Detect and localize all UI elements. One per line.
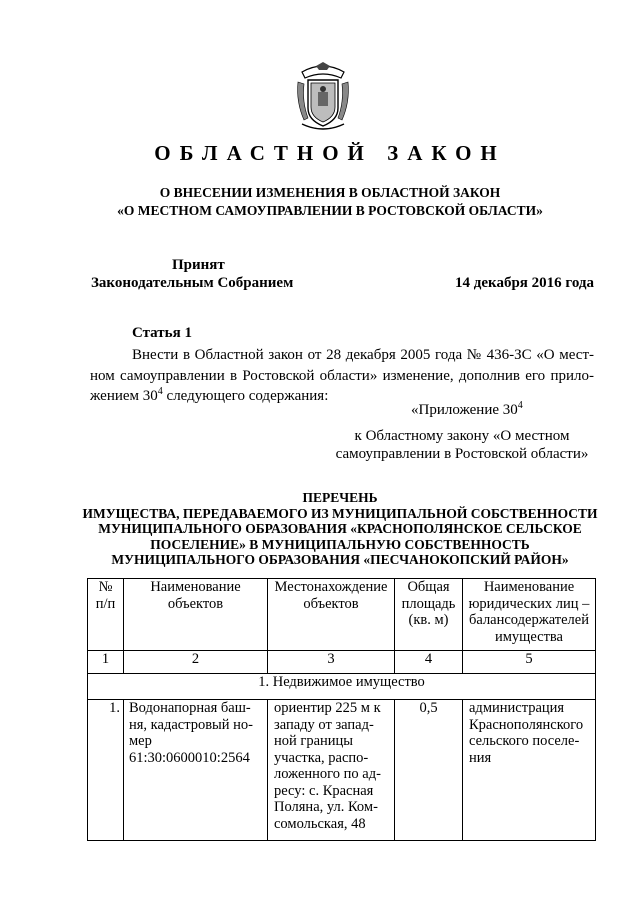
cell-line: ложенного по ад- bbox=[274, 766, 381, 782]
object-area: 0,5 bbox=[395, 700, 463, 841]
column-number: 4 bbox=[395, 651, 463, 674]
cell-line: ресу: с. Красная bbox=[274, 782, 374, 799]
article-heading: Статья 1 bbox=[132, 325, 192, 341]
section-row bbox=[88, 674, 596, 700]
appendix-heading bbox=[411, 402, 523, 419]
header-num bbox=[88, 579, 124, 651]
cell-line: администрация bbox=[469, 700, 565, 716]
adoption-label: Принят bbox=[172, 257, 225, 273]
object-location bbox=[268, 700, 395, 841]
cell-line: Поляна, ул. Ком- bbox=[274, 799, 378, 815]
article-text bbox=[90, 345, 594, 407]
article-line-text: жением 30 bbox=[90, 388, 158, 404]
cell-line: ня, кадастровый но- bbox=[129, 716, 254, 733]
column-number: 2 bbox=[124, 651, 268, 674]
column-number: 5 bbox=[463, 651, 596, 674]
article-line: Внести в Областной закон от 28 декабря 2005 года № 436-ЗС «О мест- bbox=[132, 347, 594, 363]
subtitle-line: «О МЕСТНОМ САМОУПРАВЛЕНИИ В РОСТОВСКОЙ ОБЛАСТИ» bbox=[117, 203, 543, 218]
cell-line: сомольская, 48 bbox=[274, 815, 366, 832]
article-line: ном самоуправлении в Ростовской области» изменение, дополнив его прило- bbox=[90, 367, 594, 384]
list-title bbox=[60, 490, 620, 568]
superscript: 4 bbox=[517, 400, 523, 411]
header-line: юридических лиц – bbox=[468, 595, 590, 612]
header-line: балансодержателей bbox=[469, 612, 589, 628]
header-line: Местонахождение bbox=[274, 579, 388, 595]
header-line: Общая bbox=[407, 579, 450, 595]
header-line: объектов bbox=[303, 595, 359, 612]
column-number: 1 bbox=[88, 651, 124, 674]
section-title: 1. Недвижимое имущество bbox=[88, 674, 596, 700]
header-line: (кв. м) bbox=[408, 612, 449, 628]
cell-line: ориентир 225 м к bbox=[274, 700, 381, 716]
superscript: 4 bbox=[157, 386, 163, 397]
cell-line: участка, распо- bbox=[274, 749, 369, 766]
row-number: 1. bbox=[88, 700, 124, 841]
coat-of-arms-icon bbox=[294, 62, 352, 134]
adoption-body: Законодательным Собранием bbox=[91, 275, 294, 291]
cell-line: сельского поселе- bbox=[469, 733, 580, 749]
header-line: Наименование bbox=[150, 579, 241, 595]
header-name bbox=[124, 579, 268, 651]
header-line: п/п bbox=[95, 595, 116, 612]
cell-line: ной границы bbox=[274, 733, 354, 749]
list-title-line: ПОСЕЛЕНИЕ» В МУНИЦИПАЛЬНУЮ СОБСТВЕННОСТЬ bbox=[150, 536, 530, 552]
header-line: Наименование bbox=[483, 579, 575, 595]
appendix-line: к Областному закону «О местном bbox=[354, 428, 570, 444]
appendix-subheading bbox=[330, 427, 594, 463]
header-area bbox=[395, 579, 463, 651]
subtitle-line: О ВНЕСЕНИИ ИЗМЕНЕНИЯ В ОБЛАСТНОЙ ЗАКОН bbox=[159, 185, 501, 200]
adoption-date: 14 декабря 2016 года bbox=[455, 275, 594, 291]
header-line: имущества bbox=[494, 628, 563, 645]
cell-line: ния bbox=[469, 749, 492, 766]
column-number-row bbox=[88, 651, 596, 674]
cell-line: западу от запад- bbox=[274, 716, 374, 733]
header-owner bbox=[463, 579, 596, 651]
list-title-line: МУНИЦИПАЛЬНОГО ОБРАЗОВАНИЯ «КРАСНОПОЛЯНСКОЕ СЕЛЬСКОЕ bbox=[98, 521, 582, 536]
cell-line: 61:30:0600010:2564 bbox=[129, 749, 250, 766]
list-title-line: ПЕРЕЧЕНЬ bbox=[302, 490, 378, 505]
header-location bbox=[268, 579, 395, 651]
object-name bbox=[124, 700, 268, 841]
cell-line: Краснополянского bbox=[469, 716, 584, 733]
cell-line: мер bbox=[129, 733, 152, 749]
list-title-line: МУНИЦИПАЛЬНОГО ОБРАЗОВАНИЯ «ПЕСЧАНОКОПСКИЙ РАЙОН» bbox=[111, 552, 569, 567]
object-owner bbox=[463, 700, 596, 841]
appendix-line: самоуправлении в Ростовской области» bbox=[335, 446, 589, 462]
law-title: ОБЛАСТНОЙ ЗАКОН bbox=[154, 141, 506, 165]
article-line-text: следующего содержания: bbox=[162, 388, 329, 404]
appendix-heading-text: «Приложение 30 bbox=[411, 402, 518, 418]
table-row bbox=[88, 700, 596, 841]
table-header-row bbox=[88, 579, 596, 651]
law-subtitle bbox=[60, 184, 600, 220]
header-line: объектов bbox=[167, 595, 224, 612]
column-number: 3 bbox=[268, 651, 395, 674]
property-table bbox=[87, 578, 596, 841]
header-line: площадь bbox=[401, 595, 456, 612]
header-line: № bbox=[98, 579, 113, 595]
cell-line: Водонапорная баш- bbox=[129, 700, 251, 716]
list-title-line: ИМУЩЕСТВА, ПЕРЕДАВАЕМОГО ИЗ МУНИЦИПАЛЬНОЙ СОБСТВЕННОСТИ bbox=[82, 505, 598, 521]
